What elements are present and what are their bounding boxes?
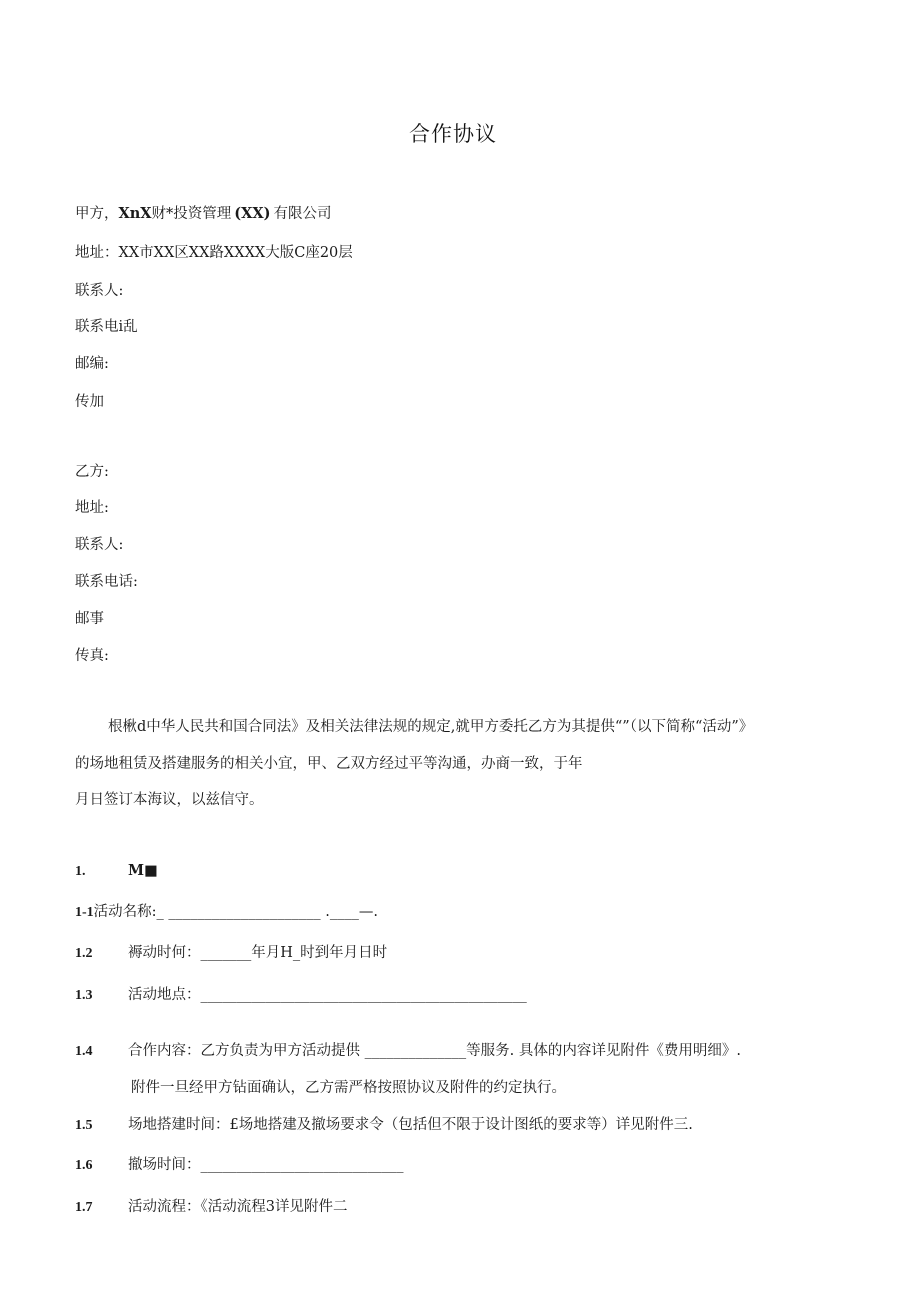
document-title: 合作协议 <box>409 122 497 146</box>
preamble-line-3: 月日签订本海议，以兹信守。 <box>75 792 264 808</box>
party-b-address: 地址: <box>75 500 109 516</box>
clause-number: 1-1 <box>75 905 94 920</box>
party-a-fax: 传加 <box>75 394 104 410</box>
preamble-line-1: 根楸d中华人民共和国合同法》及相关法律法规的规定,就甲方委托乙方为其提供“”（以下简称“活动”》 <box>108 719 754 735</box>
party-b-name: 乙方: <box>75 464 109 480</box>
party-b-fax: 传真: <box>75 648 109 664</box>
clause-text: 场地搭建时间：£场地搭建及撤场要求令（包括但不限于设计图纸的要求等）详见附件三. <box>128 1117 693 1133</box>
party-a-name <box>75 205 332 223</box>
party-a-name-bold2: (XX) <box>234 205 271 222</box>
party-a-contact: 联系人: <box>75 283 124 299</box>
party-a-postcode: 邮编: <box>75 356 109 372</box>
party-a-name-rest: 财*投资管理 <box>151 206 232 222</box>
clause-number: 1.3 <box>75 988 93 1003</box>
party-a-phone: 联系电i乱 <box>75 319 138 335</box>
party-b-phone: 联系电话: <box>75 574 138 590</box>
clause-text: 合作内容：乙方负责为甲方活动提供 ______________等服务. 具体的内容详见附件《费用明细》. <box>128 1043 741 1059</box>
clause-number: 1.6 <box>75 1158 93 1173</box>
clause-number: 1.2 <box>75 946 93 961</box>
clause-text-continuation: 附件一旦经甲方钻面确认，乙方需严格按照协议及附件的约定执行。 <box>131 1080 566 1096</box>
party-a-address: 地址：XX市XX区XX路XXXX大版C座20层 <box>75 245 353 261</box>
section-1-number: 1. <box>75 864 86 879</box>
clause-number: 1.5 <box>75 1118 93 1133</box>
section-1-heading: M■ <box>128 862 158 879</box>
party-a-name-suffix: 有限公司 <box>273 206 332 222</box>
party-a-name-prefix: 甲方， <box>75 206 119 222</box>
clause-text: 撤场时间：____________________________ <box>128 1157 404 1173</box>
party-b-postcode: 邮事 <box>75 611 104 627</box>
party-a-name-bold: XnX <box>118 205 152 222</box>
clause-number: 1.7 <box>75 1200 93 1215</box>
preamble-line-2: 的场地租赁及搭建服务的相关小宜，甲、乙双方经过平等沟通，办商一致，于年 <box>75 756 583 772</box>
clause-text: 活动地点：_____________________________________________ <box>128 987 527 1003</box>
clause-text: 活动流程：《活动流程3详见附件二 <box>128 1199 348 1215</box>
party-b-contact: 联系人: <box>75 537 124 553</box>
clause-text: 褥动时何：_______年月H_时到年月日时 <box>128 945 388 961</box>
clause-1-1 <box>75 903 378 922</box>
clause-number: 1.4 <box>75 1044 93 1059</box>
clause-text: 活动名称:_ _____________________ .____—. <box>93 904 378 920</box>
